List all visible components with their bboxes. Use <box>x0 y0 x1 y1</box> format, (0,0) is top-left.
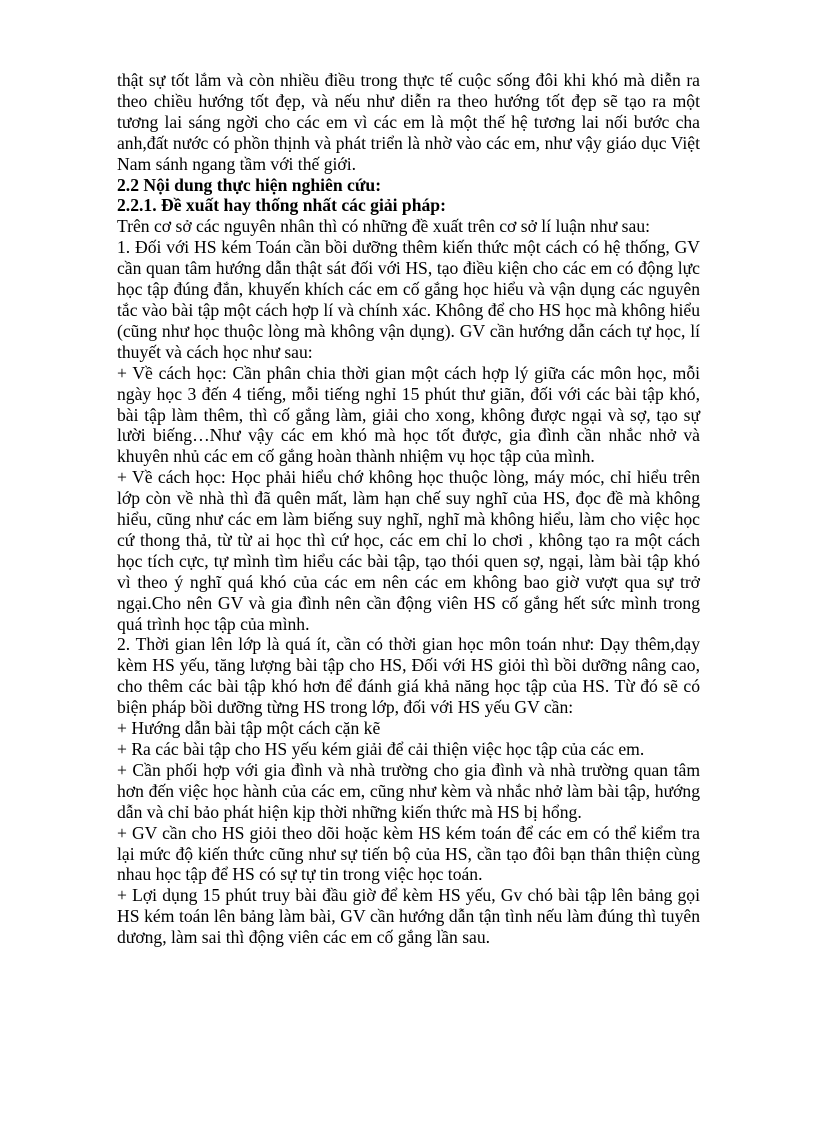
paragraph: + Về cách học: Cần phân chia thời gian một cách hợp lý giữa các môn học, mỗi ngày học 3 đến 4 tiếng, mỗi tiếng nghỉ 15 phút thư giãn, đối với các bài tập khó, bài tập làm thêm, thì cố gắng làm, giải cho xong, không được ngại và sợ, tạo sự lười biếng…Như vậy các em khó mà học tốt được, gia đình cần nhắc nhở và khuyên nhủ các em cố gắng hoàn thành nhiệm vụ học tập của mình. <box>117 362 700 467</box>
bullet-item: + Hướng dẫn bài tập một cách cặn kẽ <box>117 718 381 739</box>
bullet-item: + GV cần cho HS giỏi theo dõi hoặc kèm HS kém toán để các em có thể kiểm tra lại mức độ kiến thức cũng như sự tiến bộ của HS, cần tạo đôi bạn thân thiện cùng nhau học tập để HS có sự tự tin trong việc học toán. <box>117 822 700 885</box>
paragraph: 2. Thời gian lên lớp là quá ít, cần có thời gian học môn toán như: Dạy thêm,dạy kèm HS yếu, tăng lượng bài tập cho HS, Đối với HS giỏi thì bồi dưỡng nâng cao, cho thêm các bài tập khó hơn để đánh giá khả năng học tập của HS. Từ đó sẽ có biện pháp bồi dưỡng từng HS trong lớp, đối với HS yếu GV cần: <box>117 634 700 718</box>
document-page <box>117 70 700 948</box>
paragraph: + Về cách học: Học phải hiểu chớ không học thuộc lòng, máy móc, chỉ hiểu trên lớp còn về nhà thì đã quên mất, làm hạn chế suy nghĩ của HS, đọc đề mà không hiểu, cũng như các em làm biếng suy nghĩ, nghĩ mà không hiểu, làm cho việc học cứ thong thả, từ từ ai học thì cứ học, các em chỉ lo chơi , không tạo ra một cách học tích cực, tự mình tìm hiểu các bài tập, tạo thói quen sợ, ngại, làm bài tập khó vì theo ý nghĩ quá khó của các em nên các em không bao giờ vượt qua sự trở ngại.Cho nên GV và gia đình nên cần động viên HS cố gắng hết sức mình trong quá trình học tập của mình. <box>117 467 700 634</box>
bullet-item: + Ra các bài tập cho HS yếu kém giải để cải thiện việc học tập của các em. <box>117 739 645 759</box>
bullet-item: + Cần phối hợp với gia đình và nhà trường cho gia đình và nhà trường quan tâm hơn đến việc học hành của các em, cũng như kèm và nhắc nhở làm bài tập, hướng dẫn và chỉ bảo phát hiện kịp thời những kiến thức mà HS bị hổng. <box>117 759 700 822</box>
paragraph: thật sự tốt lắm và còn nhiều điều trong thực tế cuộc sống đôi khi khó mà diễn ra theo chiều hướng tốt đẹp, và nếu như diễn ra theo hướng tốt đẹp sẽ tạo ra một tương lai sáng ngời cho các em vì các em là một thế hệ tương lai nối bước cha anh,đất nước có phồn thịnh và phát triển là nhờ vào các em, như vậy giáo dục Việt Nam sánh ngang tầm với thế giới. <box>117 70 700 174</box>
subsection-heading: 2.2.1. Đề xuất hay thống nhất các giải pháp: <box>117 195 446 216</box>
paragraph: Trên cơ sở các nguyên nhân thì có những đề xuất trên cơ sở lí luận như sau: <box>117 216 651 237</box>
bullet-item: + Lợi dụng 15 phút truy bài đầu giờ để kèm HS yếu, Gv chó bài tập lên bảng gọi HS kém toán lên bảng làm bài, GV cần hướng dẫn tận tình nếu làm đúng thì tuyên dương, làm sai thì động viên các em cố gắng lần sau. <box>117 885 700 948</box>
section-heading: 2.2 Nội dung thực hiện nghiên cứu: <box>117 174 382 195</box>
paragraph: 1. Đối với HS kém Toán cần bồi dưỡng thêm kiến thức một cách có hệ thống, GV cần quan tâm hướng dẫn thật sát đối với HS, tạo điều kiện cho các em có động lực học tập đúng đắn, khuyến khích các em cố gắng học hiểu và vận dụng các nguyên tắc vào bài tập một cách hợp lí và chính xác. Không để cho HS học mà không hiểu (cũng như học thuộc lòng mà không vận dụng). GV cần hướng dẫn cách tự học, lí thuyết và cách học như sau: <box>117 237 700 362</box>
